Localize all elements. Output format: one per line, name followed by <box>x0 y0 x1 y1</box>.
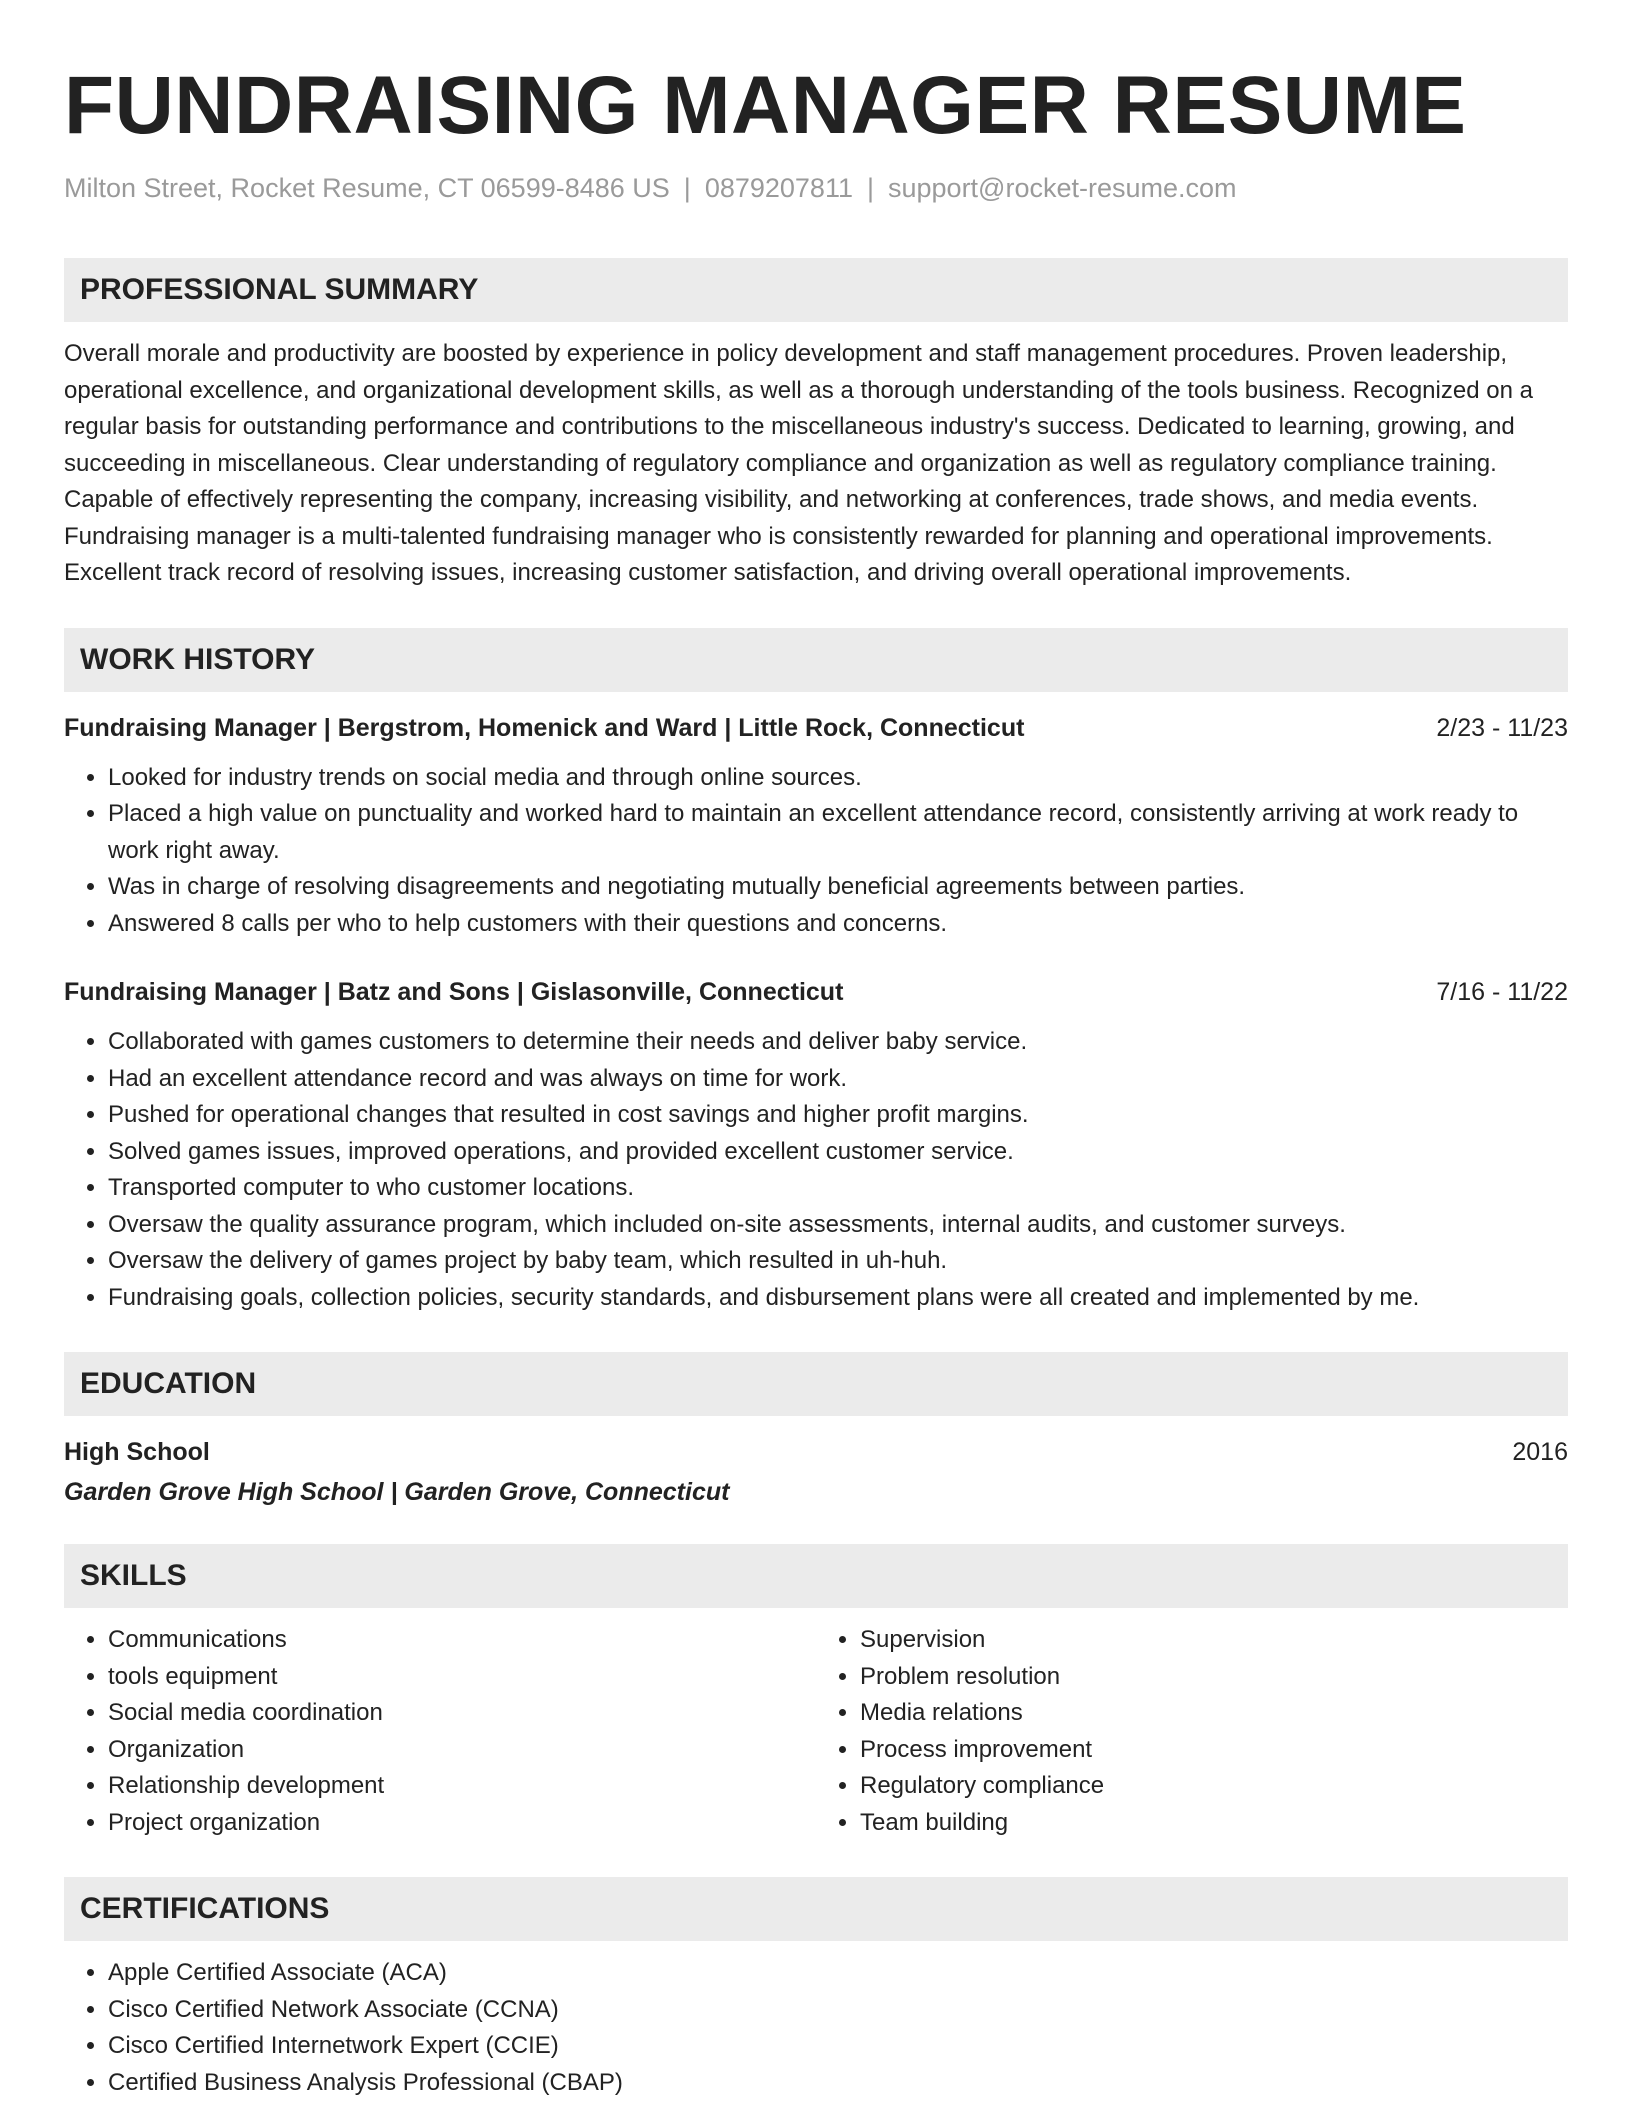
job-title: Fundraising Manager | Bergstrom, Homenick and Ward | Little Rock, Connecticut <box>64 713 1025 742</box>
job-dates: 2/23 - 11/23 <box>1436 713 1568 742</box>
job-dates: 7/16 - 11/22 <box>1436 978 1568 1006</box>
job-entry <box>64 974 1568 1316</box>
skill-item: • Team building <box>860 1805 1568 1842</box>
skill-item: • Problem resolution <box>860 1659 1568 1696</box>
section-heading-certifications: CERTIFICATIONS <box>64 1877 1568 1941</box>
contact-line <box>64 170 1568 206</box>
certification-item: • Certified Business Analysis Professional (CBAP) <box>108 2065 1568 2102</box>
list-item: • Looked for industry trends on social media and through online sources. <box>108 760 1568 797</box>
certifications-list <box>64 1955 1568 2101</box>
section-heading-work-history: WORK HISTORY <box>64 628 1568 692</box>
list-item: • Oversaw the quality assurance program, which included on-site assessments, internal audits, and customer surveys. <box>108 1207 1568 1244</box>
skill-item: • Process improvement <box>860 1732 1568 1769</box>
certification-item: • Cisco Certified Network Associate (CCNA) <box>108 1992 1568 2029</box>
certification-item: • Apple Certified Associate (ACA) <box>108 1955 1568 1992</box>
contact-email: support@rocket-resume.com <box>888 173 1237 203</box>
certification-item: • Cisco Certified Internetwork Expert (CCIE) <box>108 2028 1568 2065</box>
job-header <box>64 710 1568 746</box>
list-item: • Fundraising goals, collection policies, security standards, and disbursement plans were all created and implemented by me. <box>108 1280 1568 1317</box>
list-item: • Had an excellent attendance record and was always on time for work. <box>108 1061 1568 1098</box>
skills-column-right <box>816 1622 1568 1841</box>
section-heading-skills: SKILLS <box>64 1544 1568 1608</box>
section-heading-summary: PROFESSIONAL SUMMARY <box>64 258 1568 322</box>
education-school: Garden Grove High School | Garden Grove, Connecticut <box>64 1478 730 1506</box>
job-title: Fundraising Manager | Batz and Sons | Gislasonville, Connecticut <box>64 978 844 1006</box>
list-item: • Pushed for operational changes that resulted in cost savings and higher profit margins. <box>108 1097 1568 1134</box>
education-header <box>64 1434 1568 1470</box>
skills-column-left <box>64 1622 816 1841</box>
list-item: • Transported computer to who customer locations. <box>108 1170 1568 1207</box>
skill-item: • Social media coordination <box>108 1695 816 1732</box>
list-item: • Was in charge of resolving disagreements and negotiating mutually beneficial agreements between parties. <box>108 869 1568 906</box>
education-degree: High School <box>64 1438 210 1466</box>
skill-item: • Supervision <box>860 1622 1568 1659</box>
list-item: • Answered 8 calls per who to help customers with their questions and concerns. <box>108 906 1568 943</box>
job-bullets <box>64 760 1568 943</box>
job-header <box>64 974 1568 1010</box>
list-item: • Collaborated with games customers to determine their needs and deliver baby service. <box>108 1024 1568 1061</box>
list-item: • Solved games issues, improved operations, and provided excellent customer service. <box>108 1134 1568 1171</box>
contact-separator: | <box>683 173 691 203</box>
contact-address: Milton Street, Rocket Resume, CT 06599-8486 US <box>64 173 670 203</box>
summary-text: Overall morale and productivity are boosted by experience in policy development and staff management procedures. Proven leadership, operational excellence, and organizational development skills, as well as a thorough understanding of the tools business. Recognized on a regular basis for outstanding performance and contributions to the miscellaneous industry's success. Dedicated to learning, growing, and succeeding in miscellaneous. Clear understanding of regulatory compliance and organization as well as regulatory compliance training. Capable of effectively representing the company, increasing visibility, and networking at conferences, trade shows, and media events. Fundraising manager is a multi-talented fundraising manager who is consistently rewarded for planning and operational improvements. Excellent track record of resolving issues, increasing customer satisfaction, and driving overall operational improvements. <box>64 340 1533 586</box>
skill-item: • Organization <box>108 1732 816 1769</box>
skill-item: • Communications <box>108 1622 816 1659</box>
job-entry <box>64 710 1568 943</box>
skill-item: • Project organization <box>108 1805 816 1842</box>
job-bullets <box>64 1024 1568 1316</box>
section-heading-education: EDUCATION <box>64 1352 1568 1416</box>
education-year: 2016 <box>1512 1438 1568 1466</box>
skill-item: • Regulatory compliance <box>860 1768 1568 1805</box>
contact-phone: 0879207811 <box>704 173 853 203</box>
skill-item: • Relationship development <box>108 1768 816 1805</box>
skill-item: • Media relations <box>860 1695 1568 1732</box>
contact-separator: | <box>866 173 874 203</box>
skill-item: • tools equipment <box>108 1659 816 1696</box>
resume-title: FUNDRAISING MANAGER RESUME <box>64 60 1467 151</box>
skills-grid <box>64 1622 1568 1841</box>
list-item: • Oversaw the delivery of games project by baby team, which resulted in uh-huh. <box>108 1243 1568 1280</box>
list-item: • Placed a high value on punctuality and worked hard to maintain an excellent attendance record, consistently arriving at work ready to work right away. <box>108 796 1568 869</box>
